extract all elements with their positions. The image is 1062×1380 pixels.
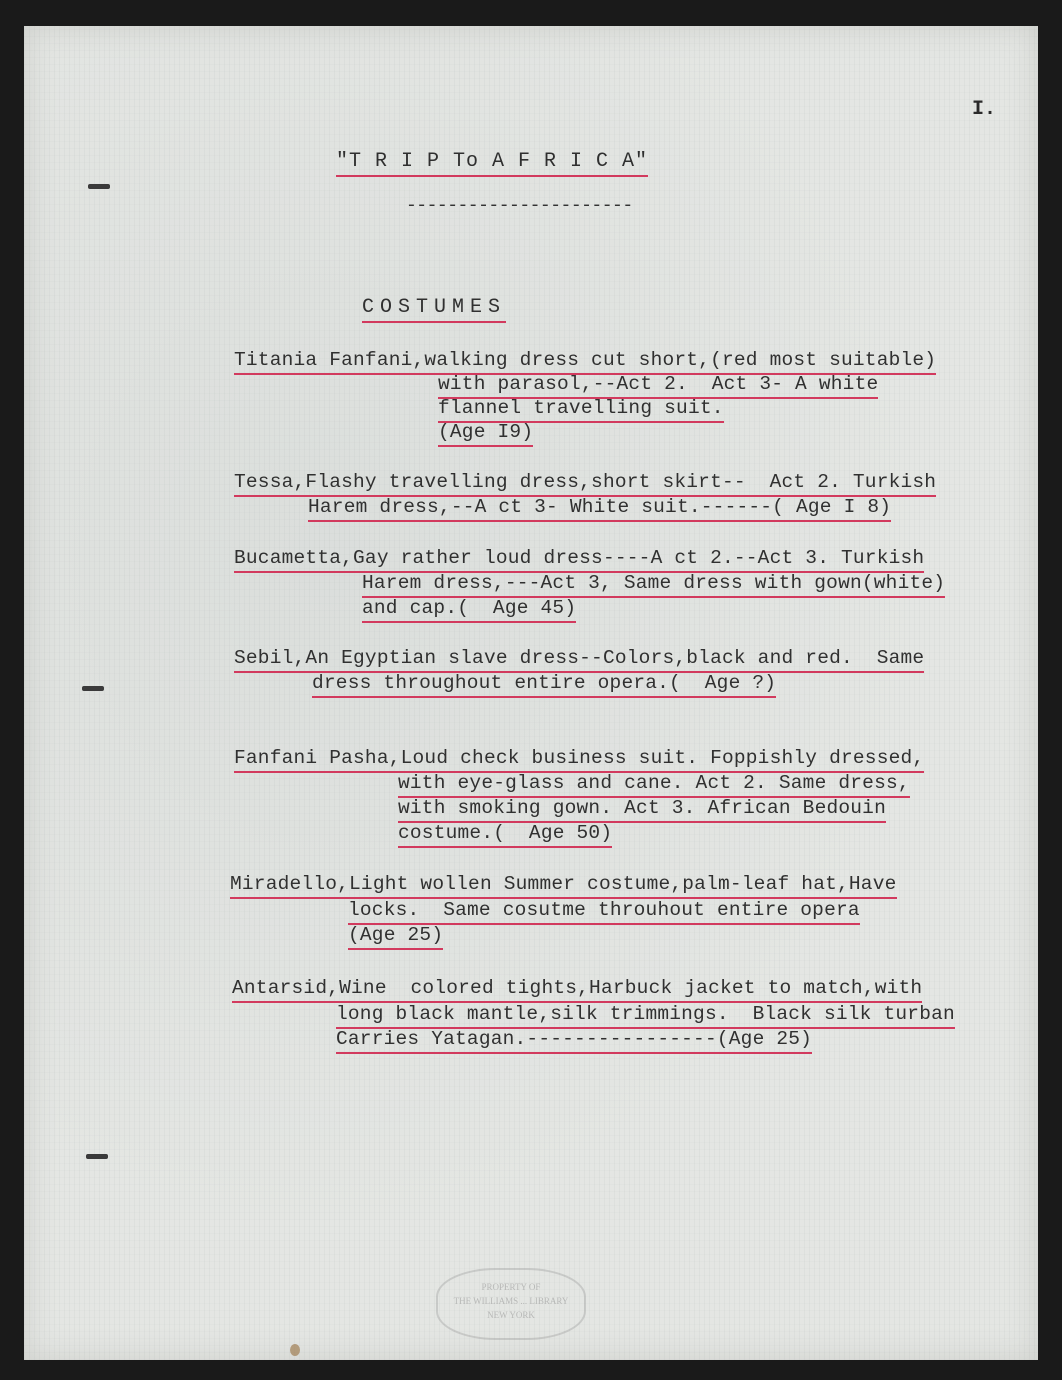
entry-line: Titania Fanfani,walking dress cut short,(red most suitable) bbox=[234, 348, 936, 375]
entry-line: dress throughout entire opera.( Age ?) bbox=[312, 671, 776, 698]
entry-line: Tessa,Flashy travelling dress,short skirt-- Act 2. Turkish bbox=[234, 470, 936, 497]
entry-line: Fanfani Pasha,Loud check business suit. Foppishly dressed, bbox=[234, 746, 924, 773]
page-number: I. bbox=[972, 98, 997, 121]
entry-line: Harem dress,--A ct 3- White suit.------( Age I 8) bbox=[308, 495, 891, 522]
document-page bbox=[24, 26, 1038, 1360]
entry-line: costume.( Age 50) bbox=[398, 821, 612, 848]
paper-stain bbox=[290, 1344, 300, 1356]
entry-line: (Age I9) bbox=[438, 420, 533, 447]
entry-line: Bucametta,Gay rather loud dress----A ct 2.--Act 3. Turkish bbox=[234, 546, 924, 573]
entry-line: with parasol,--Act 2. Act 3- A white bbox=[438, 372, 878, 399]
entry-line: locks. Same cosutme throuhout entire opera bbox=[348, 898, 860, 925]
entry-line: flannel travelling suit. bbox=[438, 396, 724, 423]
punch-mark bbox=[82, 686, 104, 691]
entry-line: and cap.( Age 45) bbox=[362, 596, 576, 623]
punch-mark bbox=[88, 184, 110, 189]
library-stamp: PROPERTY OF THE WILLIAMS ... LIBRARY NEW YORK bbox=[436, 1268, 586, 1340]
title-divider: ---------------------- bbox=[406, 196, 633, 216]
entry-line: with smoking gown. Act 3. African Bedouin bbox=[398, 796, 886, 823]
entry-line: Miradello,Light wollen Summer costume,palm-leaf hat,Have bbox=[230, 872, 897, 899]
entry-line: with eye-glass and cane. Act 2. Same dress, bbox=[398, 771, 910, 798]
entry-line: Harem dress,---Act 3, Same dress with gown(white) bbox=[362, 571, 945, 598]
entry-line: Carries Yatagan.----------------(Age 25) bbox=[336, 1027, 812, 1054]
document-title: "T R I P To A F R I C A" bbox=[336, 150, 648, 177]
punch-mark bbox=[86, 1154, 108, 1159]
entry-line: long black mantle,silk trimmings. Black silk turban bbox=[336, 1002, 955, 1029]
section-heading: COSTUMES bbox=[362, 296, 506, 323]
entry-line: Sebil,An Egyptian slave dress--Colors,black and red. Same bbox=[234, 646, 924, 673]
entry-line: (Age 25) bbox=[348, 923, 443, 950]
entry-line: Antarsid,Wine colored tights,Harbuck jacket to match,with bbox=[232, 976, 922, 1003]
